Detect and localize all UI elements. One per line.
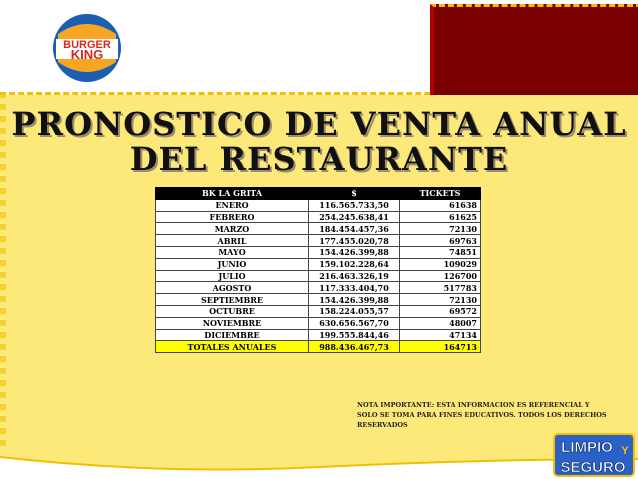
tickets-cell: 72130 [400, 294, 481, 306]
month-cell: MAYO [156, 246, 309, 258]
logo-text-king: KING [70, 47, 104, 62]
tickets-cell: 74851 [400, 246, 481, 258]
footer-wave [0, 449, 638, 479]
sales-forecast-table [155, 187, 481, 353]
month-cell: ABRIL [156, 235, 309, 247]
tickets-cell: 517783 [400, 282, 481, 294]
badge-text-seguro: SEGURO [560, 459, 626, 476]
tickets-cell: 48007 [400, 317, 481, 329]
month-cell: AGOSTO [156, 282, 309, 294]
column-header-tickets: TICKETS [400, 188, 481, 200]
month-cell: OCTUBRE [156, 305, 309, 317]
amount-cell: 159.102.228,64 [309, 258, 400, 270]
total-tickets-cell: 164713 [400, 341, 481, 353]
total-amount-cell: 988.436.467,73 [309, 341, 400, 353]
month-cell: SEPTIEMBRE [156, 294, 309, 306]
tickets-cell: 109029 [400, 258, 481, 270]
table-row [156, 199, 481, 211]
amount-cell: 216.463.326,19 [309, 270, 400, 282]
amount-cell: 199.555.844,46 [309, 329, 400, 341]
amount-cell: 158.224.055,57 [309, 305, 400, 317]
badge-text-y: Y [621, 445, 629, 457]
amount-cell: 184.454.457,36 [309, 223, 400, 235]
table-row [156, 211, 481, 223]
table-header-row [156, 188, 481, 200]
table-row [156, 329, 481, 341]
amount-cell: 177.455.020,78 [309, 235, 400, 247]
table-row [156, 270, 481, 282]
burger-king-logo [48, 10, 126, 86]
tickets-cell: 69572 [400, 305, 481, 317]
month-cell: FEBRERO [156, 211, 309, 223]
tickets-cell: 61638 [400, 199, 481, 211]
table-total-row [156, 341, 481, 353]
amount-cell: 117.333.404,70 [309, 282, 400, 294]
month-cell: ENERO [156, 199, 309, 211]
month-cell: DICIEMBRE [156, 329, 309, 341]
logo-text-burger: BURGER [63, 39, 111, 51]
amount-cell: 154.426.399,88 [309, 294, 400, 306]
table-row [156, 317, 481, 329]
column-header-amount: $ [309, 188, 400, 200]
month-cell: MARZO [156, 223, 309, 235]
table-row [156, 282, 481, 294]
tickets-cell: 47134 [400, 329, 481, 341]
tickets-cell: 72130 [400, 223, 481, 235]
month-cell: NOVIEMBRE [156, 317, 309, 329]
table-row [156, 223, 481, 235]
amount-cell: 154.426.399,88 [309, 246, 400, 258]
amount-cell: 116.565.733,50 [309, 199, 400, 211]
amount-cell: 630.656.567,70 [309, 317, 400, 329]
page-title-line2: DEL RESTAURANTE [129, 140, 509, 178]
tickets-cell: 69763 [400, 235, 481, 247]
month-cell: JULIO [156, 270, 309, 282]
header-maroon-panel [430, 4, 638, 95]
column-header-location: BK LA GRITA [156, 188, 309, 200]
limpio-y-seguro-badge [553, 433, 635, 477]
tickets-cell: 126700 [400, 270, 481, 282]
table-row [156, 235, 481, 247]
page-title-line1: PRONOSTICO DE VENTA ANUAL [11, 105, 627, 143]
table-row [156, 294, 481, 306]
month-cell: JUNIO [156, 258, 309, 270]
amount-cell: 254.245.638,41 [309, 211, 400, 223]
table-row [156, 246, 481, 258]
table-row [156, 258, 481, 270]
total-label-cell: TOTALES ANUALES [156, 341, 309, 353]
tickets-cell: 61625 [400, 211, 481, 223]
badge-text-limpio: LIMPIO [561, 439, 613, 456]
table-row [156, 305, 481, 317]
important-note: NOTA IMPORTANTE: ESTA INFORMACION ES REFERENCIAL Y SOLO SE TOMA PARA FINES EDUCATIVOS. TODOS LOS DERECHOS RESERVADOS [357, 401, 607, 429]
